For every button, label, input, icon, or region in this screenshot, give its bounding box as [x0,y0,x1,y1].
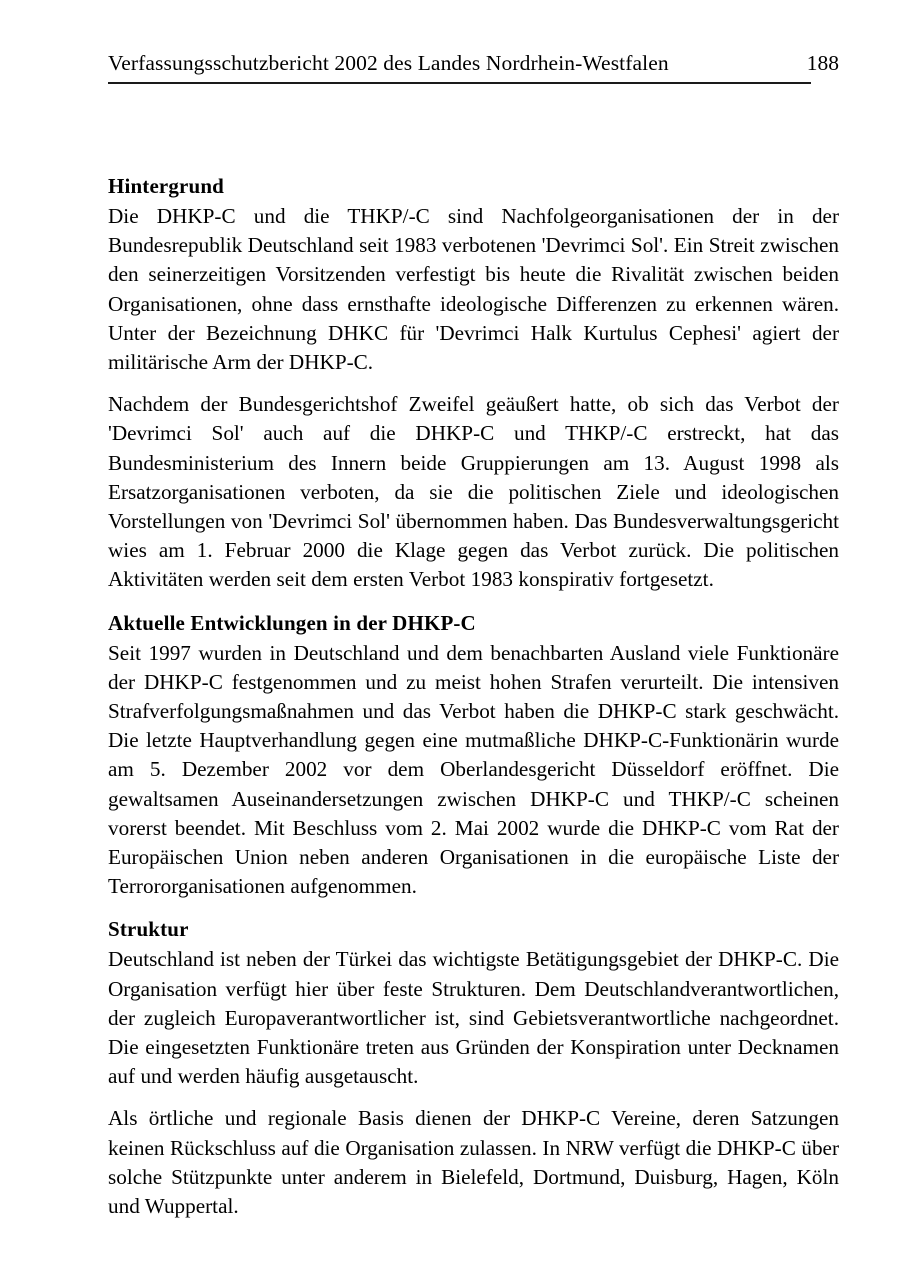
page-body [108,172,839,1221]
section-heading: Hintergrund [108,174,224,198]
section-struktur [108,915,839,1221]
section-heading: Aktuelle Entwicklungen in der DHKP-C [108,610,476,635]
section-aktuelle-entwicklungen [108,609,839,902]
paragraph: Deutschland ist neben der Türkei das wichtigste Betätigungsgebiet der DHKP-C. Die Organisation verfügt hier über feste Strukturen. Dem Deutschlandverantwortlichen, der zugleich Europaverantwortlicher ist, sind Gebietsverantwortliche nachgeordnet. Die eingesetzten Funktionäre treten aus Gründen der Konspiration unter Decknamen auf und werden häufig ausgetauscht. [108,947,839,1089]
running-header [108,50,839,76]
paragraph: Als örtliche und regionale Basis dienen der DHKP-C Vereine, deren Satzungen keinen Rückschluss auf die Organisation zulassen. In NRW verfügt die DHKP-C über solche Stützpunkte unter anderem in Bielefeld, Dortmund, Duisburg, Hagen, Köln und Wuppertal. [108,1106,839,1219]
paragraph: Nachdem der Bundesgerichtshof Zweifel geäußert hatte, ob sich das Verbot der 'Devrimci Sol' auch auf die DHKP-C und THKP/-C erstreckt, hat das Bundesministerium des Innern beide Gruppierungen am 13. August 1998 als Ersatzorganisationen verboten, da sie die politischen Ziele und ideologischen Vorstellungen von 'Devrimci Sol' übernommen haben. Das Bundesverwaltungsgericht wies am 1. Februar 2000 die Klage gegen das Verbot zurück. Die politischen Aktivitäten werden seit dem ersten Verbot 1983 konspirativ fortgesetzt. [108,392,839,592]
section-hintergrund [108,172,839,595]
paragraph: Die DHKP-C und die THKP/-C sind Nachfolgeorganisationen der in der Bundesrepublik Deutschland seit 1983 verbotenen 'Devrimci Sol'. Ein Streit zwischen den seinerzeitigen Vorsitzenden verfestigt bis heute die Rivalität zwischen beiden Organisationen, ohne dass ernsthafte ideologische Differenzen zu erkennen wären. Unter der Bezeichnung DHKC für 'Devrimci Halk Kurtulus Cephesi' agiert der militärische Arm der DHKP-C. [108,204,839,375]
header-divider [108,82,811,84]
header-title: Verfassungsschutzbericht 2002 des Landes Nordrhein-Westfalen [108,51,669,75]
page-number: 188 [806,51,839,75]
section-heading: Struktur [108,917,189,942]
paragraph: Seit 1997 wurden in Deutschland und dem benachbarten Ausland viele Funktionäre der DHKP-C festgenommen und zu meist hohen Strafen verurteilt. Die intensiven Strafverfolgungsmaßnahmen und das Verbot haben die DHKP-C stark geschwächt. Die letzte Hauptverhandlung gegen eine mutmaßliche DHKP-C-Funktionärin wurde am 5. Dezember 2002 vor dem Oberlandesgericht Düsseldorf eröffnet. Die gewaltsamen Auseinandersetzungen zwischen DHKP-C und THKP/-C scheinen vorerst beendet. Mit Beschluss vom 2. Mai 2002 wurde die DHKP-C vom Rat der Europäischen Union neben anderen Organisationen in die europäische Liste der Terrororganisationen aufgenommen. [108,640,839,899]
